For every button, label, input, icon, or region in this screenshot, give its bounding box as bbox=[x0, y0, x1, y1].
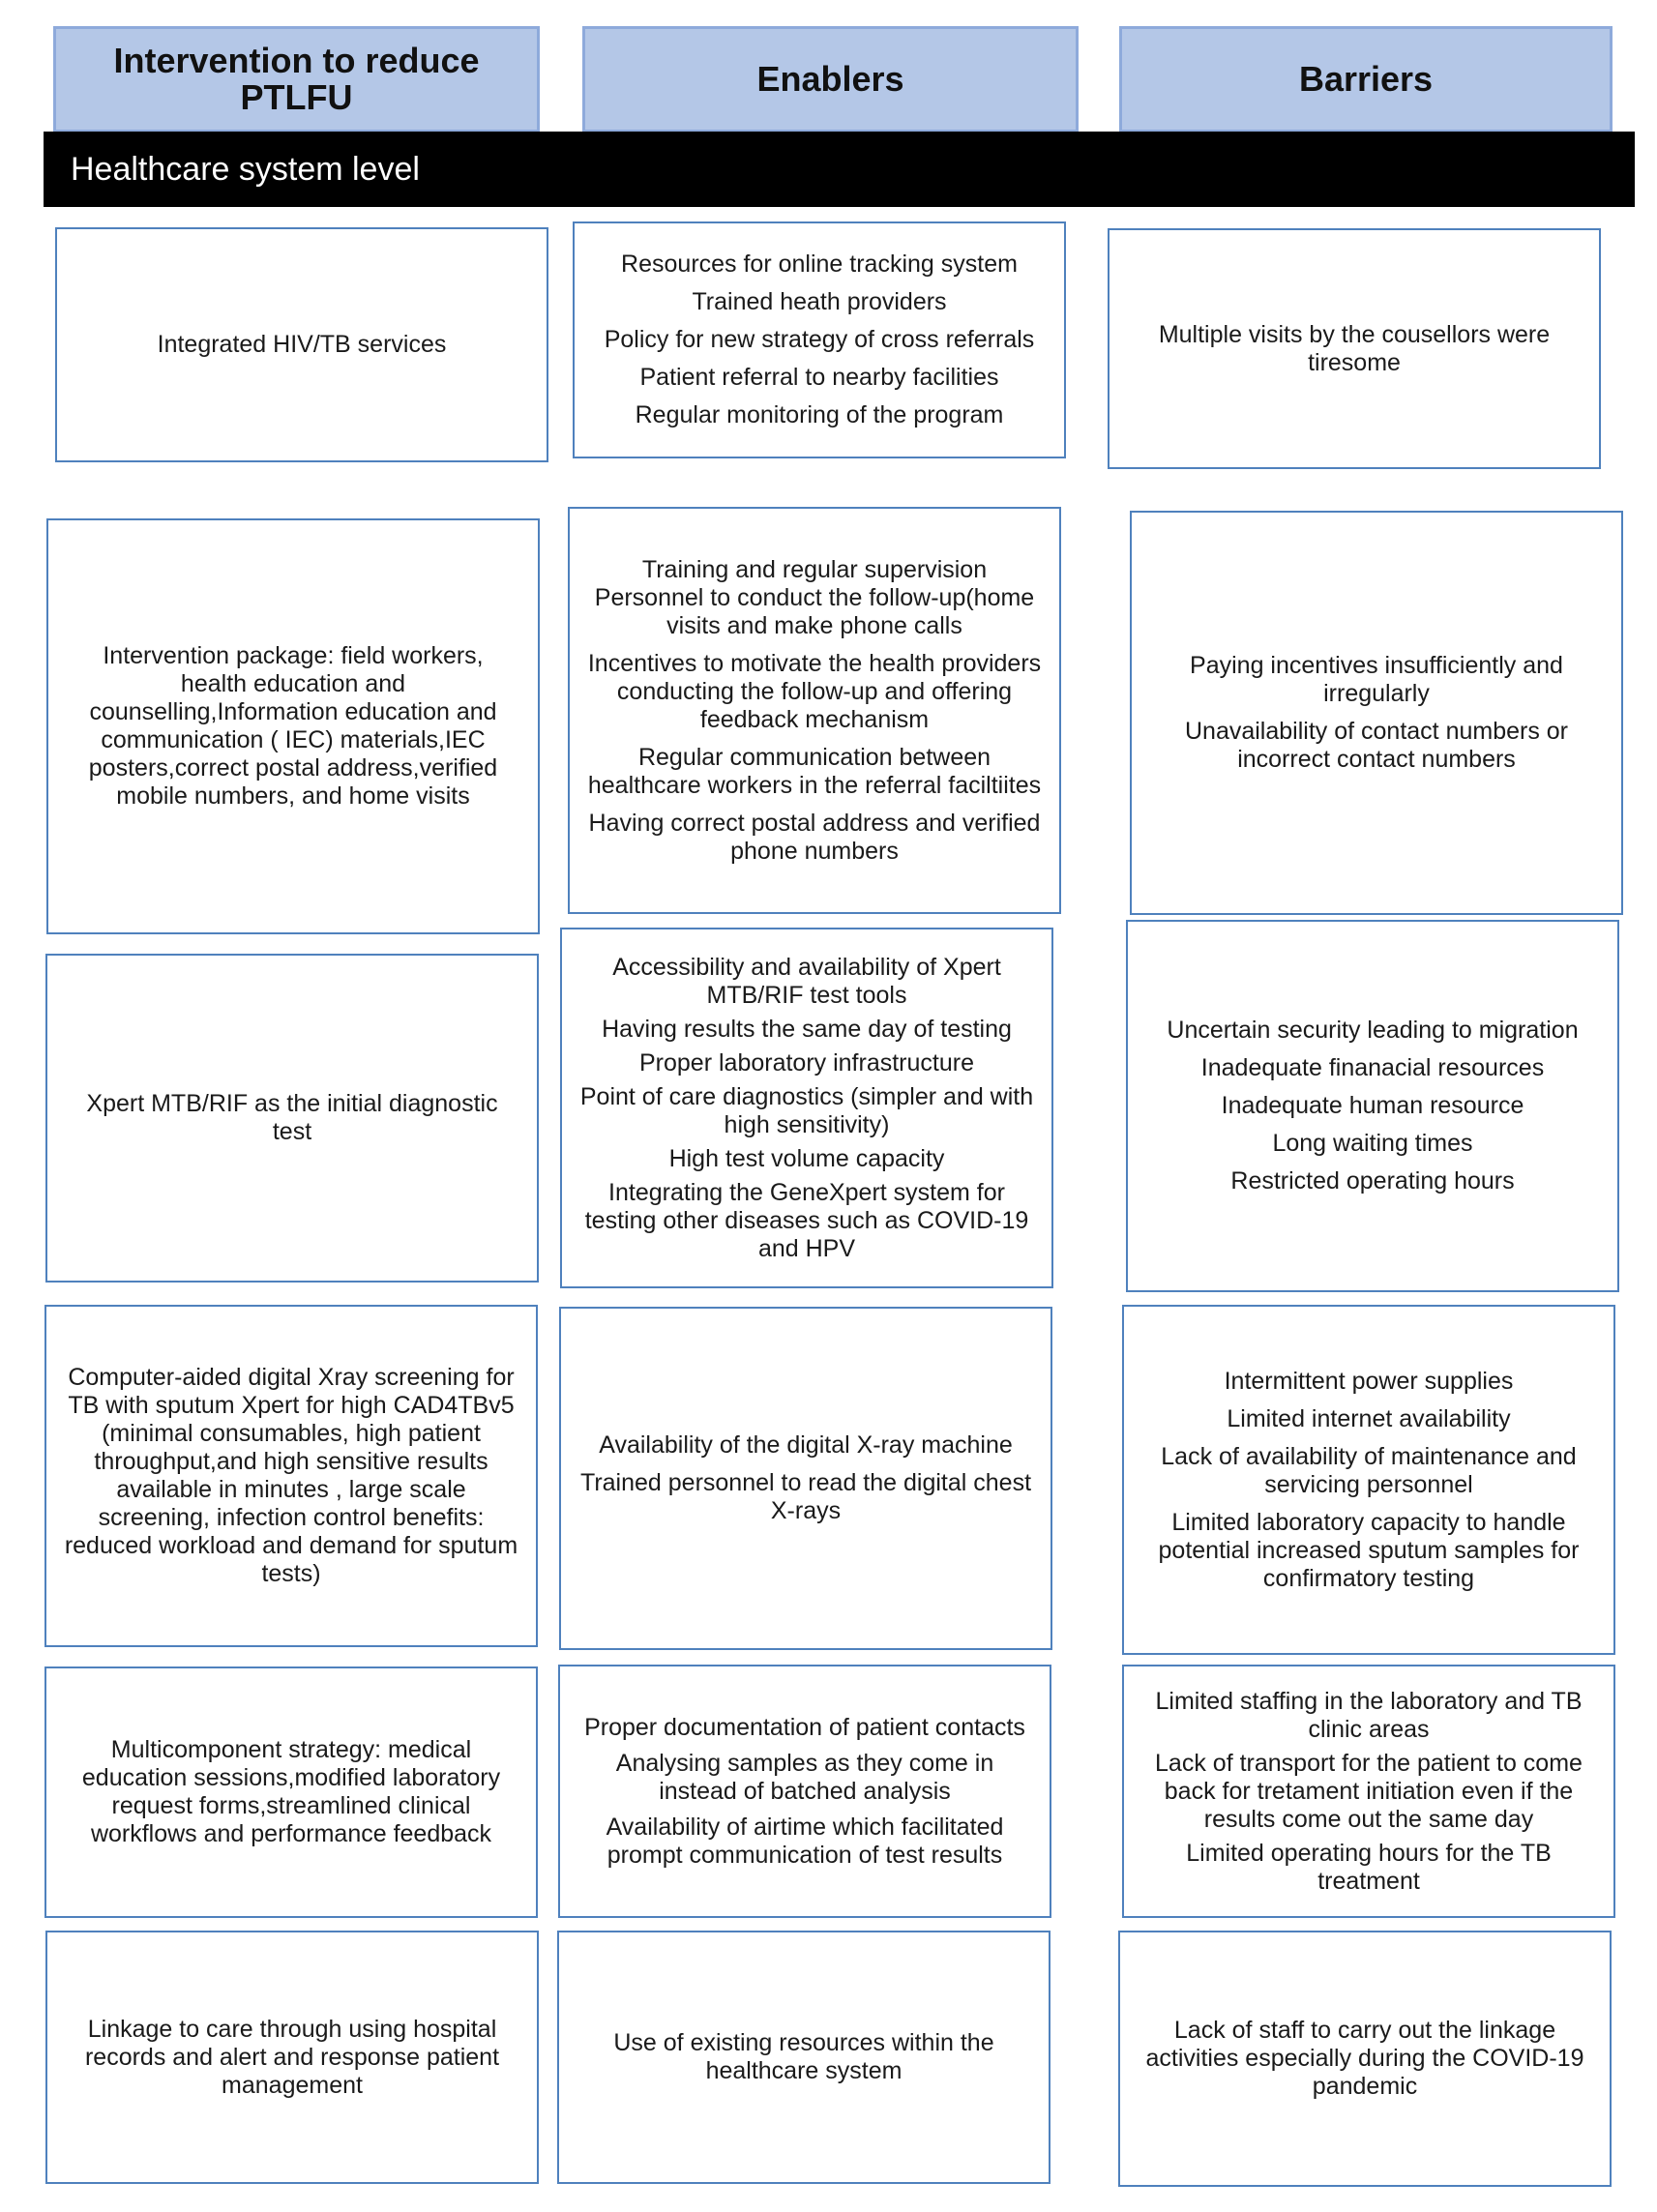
intervention-text: Xpert MTB/RIF as the initial diagnostic test bbox=[86, 1090, 498, 1145]
enabler-item: Trained personnel to read the digital chest X-rays bbox=[579, 1469, 1032, 1524]
barriers-box-5 bbox=[1122, 1665, 1615, 1918]
enabler-item: Incentives to motivate the health providers conducting the follow-up and offering feedback mechanism bbox=[587, 649, 1042, 733]
intervention-box-6 bbox=[45, 1931, 539, 2184]
enabler-item: Resources for online tracking system bbox=[621, 251, 1018, 278]
barrier-item: Intermittent power supplies bbox=[1224, 1367, 1514, 1395]
enabler-item: Use of existing resources within the healthcare system bbox=[613, 2029, 994, 2084]
section-label: Healthcare system level bbox=[71, 150, 420, 188]
enabler-item: Policy for new strategy of cross referrals bbox=[604, 326, 1035, 353]
enabler-item: High test volume capacity bbox=[668, 1144, 945, 1172]
intervention-text: Intervention package: field workers, health education and counselling,Information education and communication ( IEC) materials,IEC posters,correct postal address,verified mobile numbers, and home visits bbox=[88, 642, 498, 810]
intervention-box-5 bbox=[44, 1666, 538, 1918]
barrier-item: Unavailability of contact numbers or incorrect contact numbers bbox=[1184, 718, 1569, 773]
enabler-item: Having correct postal address and verified phone numbers bbox=[588, 809, 1041, 865]
intervention-box-4 bbox=[44, 1305, 538, 1647]
intervention-box-2 bbox=[46, 518, 540, 934]
header-barriers bbox=[1119, 26, 1613, 133]
enabler-item: Training and regular supervision Personnel to conduct the follow-up(home visits and make phone calls bbox=[594, 555, 1035, 639]
intervention-box-1 bbox=[55, 227, 548, 462]
header-enablers-label: Enablers bbox=[756, 59, 904, 100]
barrier-item: Lack of availability of maintenance and servicing personnel bbox=[1161, 1442, 1577, 1498]
barrier-item: Lack of transport for the patient to come back for tretament initiation even if the results come out the same day bbox=[1155, 1749, 1583, 1833]
intervention-text: Multicomponent strategy: medical education sessions,modified laboratory request forms,streamlined clinical workflows and performance feedback bbox=[81, 1736, 501, 1847]
barriers-box-6 bbox=[1118, 1931, 1612, 2187]
enabler-item: Analysing samples as they come in instead of batched analysis bbox=[615, 1749, 994, 1805]
enabler-item: Availability of airtime which facilitated prompt communication of test results bbox=[606, 1813, 1004, 1869]
enablers-box-3 bbox=[560, 928, 1053, 1288]
enabler-item: Proper documentation of patient contacts bbox=[584, 1713, 1025, 1741]
barrier-item: Paying incentives insufficiently and irregularly bbox=[1190, 652, 1563, 707]
intervention-text: Linkage to care through using hospital records and alert and response patient management bbox=[84, 2015, 500, 2099]
barrier-item: Limited staffing in the laboratory and TB clinic areas bbox=[1155, 1687, 1583, 1743]
intervention-box-3 bbox=[45, 954, 539, 1283]
section-band bbox=[44, 132, 1635, 207]
barrier-item: Long waiting times bbox=[1272, 1130, 1473, 1157]
intervention-text: Computer-aided digital Xray screening for TB with sputum Xpert for high CAD4TBv5 (minimal consumables, high patient throughput,and high sensitive results available in minutes , large scale screening, infection control benefits: reduced workload and demand for sputum tests) bbox=[64, 1364, 518, 1587]
enabler-item: Availability of the digital X-ray machine bbox=[599, 1431, 1013, 1459]
barrier-item: Restricted operating hours bbox=[1230, 1167, 1515, 1194]
enablers-box-2 bbox=[568, 507, 1061, 914]
enabler-item: Regular monitoring of the program bbox=[635, 401, 1004, 428]
header-intervention-label: Intervention to reduce PTLFU bbox=[113, 41, 480, 117]
barrier-item: Inadequate finanacial resources bbox=[1200, 1054, 1545, 1081]
header-barriers-label: Barriers bbox=[1298, 59, 1434, 100]
enabler-item: Accessibility and availability of Xpert MTB/RIF test tools bbox=[612, 953, 1001, 1009]
enabler-item: Proper laboratory infrastructure bbox=[639, 1048, 974, 1077]
intervention-text: Integrated HIV/TB services bbox=[157, 331, 447, 358]
barrier-item: Lack of staff to carry out the linkage activities especially during the COVID-19 pandemic bbox=[1145, 2017, 1584, 2100]
barrier-item: Limited operating hours for the TB treatment bbox=[1186, 1839, 1552, 1895]
enablers-box-5 bbox=[558, 1665, 1051, 1918]
header-enablers bbox=[582, 26, 1079, 133]
enabler-item: Trained heath providers bbox=[692, 288, 947, 315]
enablers-box-1 bbox=[573, 221, 1066, 458]
enablers-box-4 bbox=[559, 1307, 1052, 1650]
barrier-item: Multiple visits by the cousellors were tiresome bbox=[1158, 320, 1551, 376]
barriers-box-1 bbox=[1108, 228, 1601, 469]
barrier-item: Limited internet availability bbox=[1227, 1404, 1511, 1432]
barriers-box-4 bbox=[1122, 1305, 1615, 1655]
header-intervention bbox=[53, 26, 540, 133]
enabler-item: Point of care diagnostics (simpler and with high sensitivity) bbox=[579, 1082, 1034, 1138]
enabler-item: Integrating the GeneXpert system for testing other diseases such as COVID-19 and HPV bbox=[584, 1178, 1029, 1262]
barrier-item: Uncertain security leading to migration bbox=[1167, 1017, 1579, 1044]
barriers-box-3 bbox=[1126, 920, 1619, 1292]
enabler-item: Having results the same day of testing bbox=[602, 1015, 1012, 1043]
enabler-item: Patient referral to nearby facilities bbox=[639, 364, 999, 391]
barriers-box-2 bbox=[1130, 511, 1623, 915]
enabler-item: Regular communication between healthcare workers in the referral faciltiites bbox=[587, 743, 1042, 799]
barrier-item: Limited laboratory capacity to handle potential increased sputum samples for confirmatory testing bbox=[1158, 1508, 1580, 1592]
barrier-item: Inadequate human resource bbox=[1221, 1092, 1524, 1119]
enablers-box-6 bbox=[557, 1931, 1050, 2184]
